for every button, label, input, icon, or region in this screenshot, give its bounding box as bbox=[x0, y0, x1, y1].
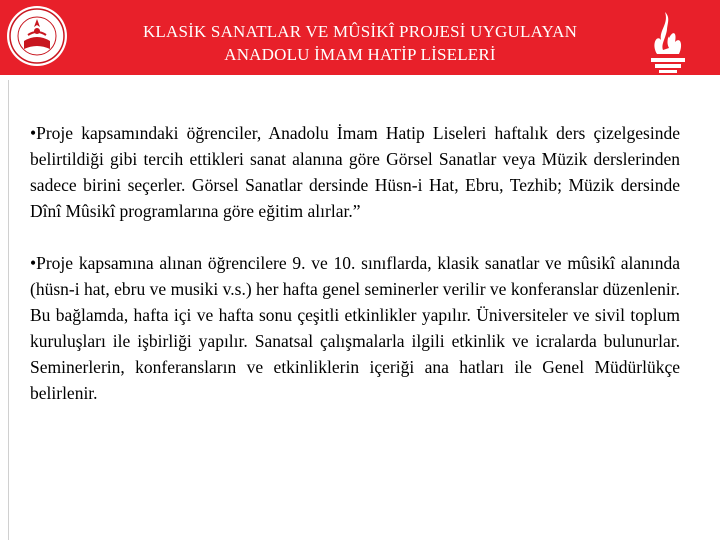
main-content bbox=[30, 120, 680, 406]
paragraph-1: •Proje kapsamındaki öğrenciler, Anadolu İmam Hatip Liseleri haftalık ders çizelgesinde belirtildiği gibi tercih ettikleri sanat alanına göre Görsel Sanatlar veya Müzik derslerinden sadece birini seçerler. Görsel Sanatlar dersinde Hüsn-i Hat, Ebru, Tezhib; Müzik dersinde Dînî Mûsikî programlarına göre eğitim alırlar.” bbox=[30, 123, 680, 221]
title-line-1: KLASİK SANATLAR VE MÛSİKÎ PROJESİ UYGULAYAN bbox=[142, 22, 578, 41]
imam-hatip-flame-logo-icon bbox=[643, 10, 693, 74]
page-title bbox=[80, 20, 640, 66]
header-banner bbox=[0, 0, 720, 75]
ministry-of-education-seal-icon bbox=[6, 5, 68, 67]
left-divider bbox=[8, 80, 9, 540]
title-line-2: ANADOLU İMAM HATİP LİSELERİ bbox=[224, 45, 496, 64]
paragraph-2: •Proje kapsamına alınan öğrencilere 9. ve 10. sınıflarda, klasik sanatlar ve mûsikî alanında (hüsn-i hat, ebru ve musiki v.s.) her hafta genel seminerler verilir ve konferanslar düzenlenir. Bu bağlamda, hafta içi ve hafta sonu çeşitli etkinlikler yapılır. Üniversiteler ve sivil toplum kuruluşları ile işbirliği yapılır. Sanatsal çalışmalarla ilgili etkinlik ve icralarda bulunurlar. Seminerlerin, konferansların ve etkinliklerin içeriği ana hatları ile Genel Müdürlükçe belirlenir. bbox=[30, 253, 680, 403]
